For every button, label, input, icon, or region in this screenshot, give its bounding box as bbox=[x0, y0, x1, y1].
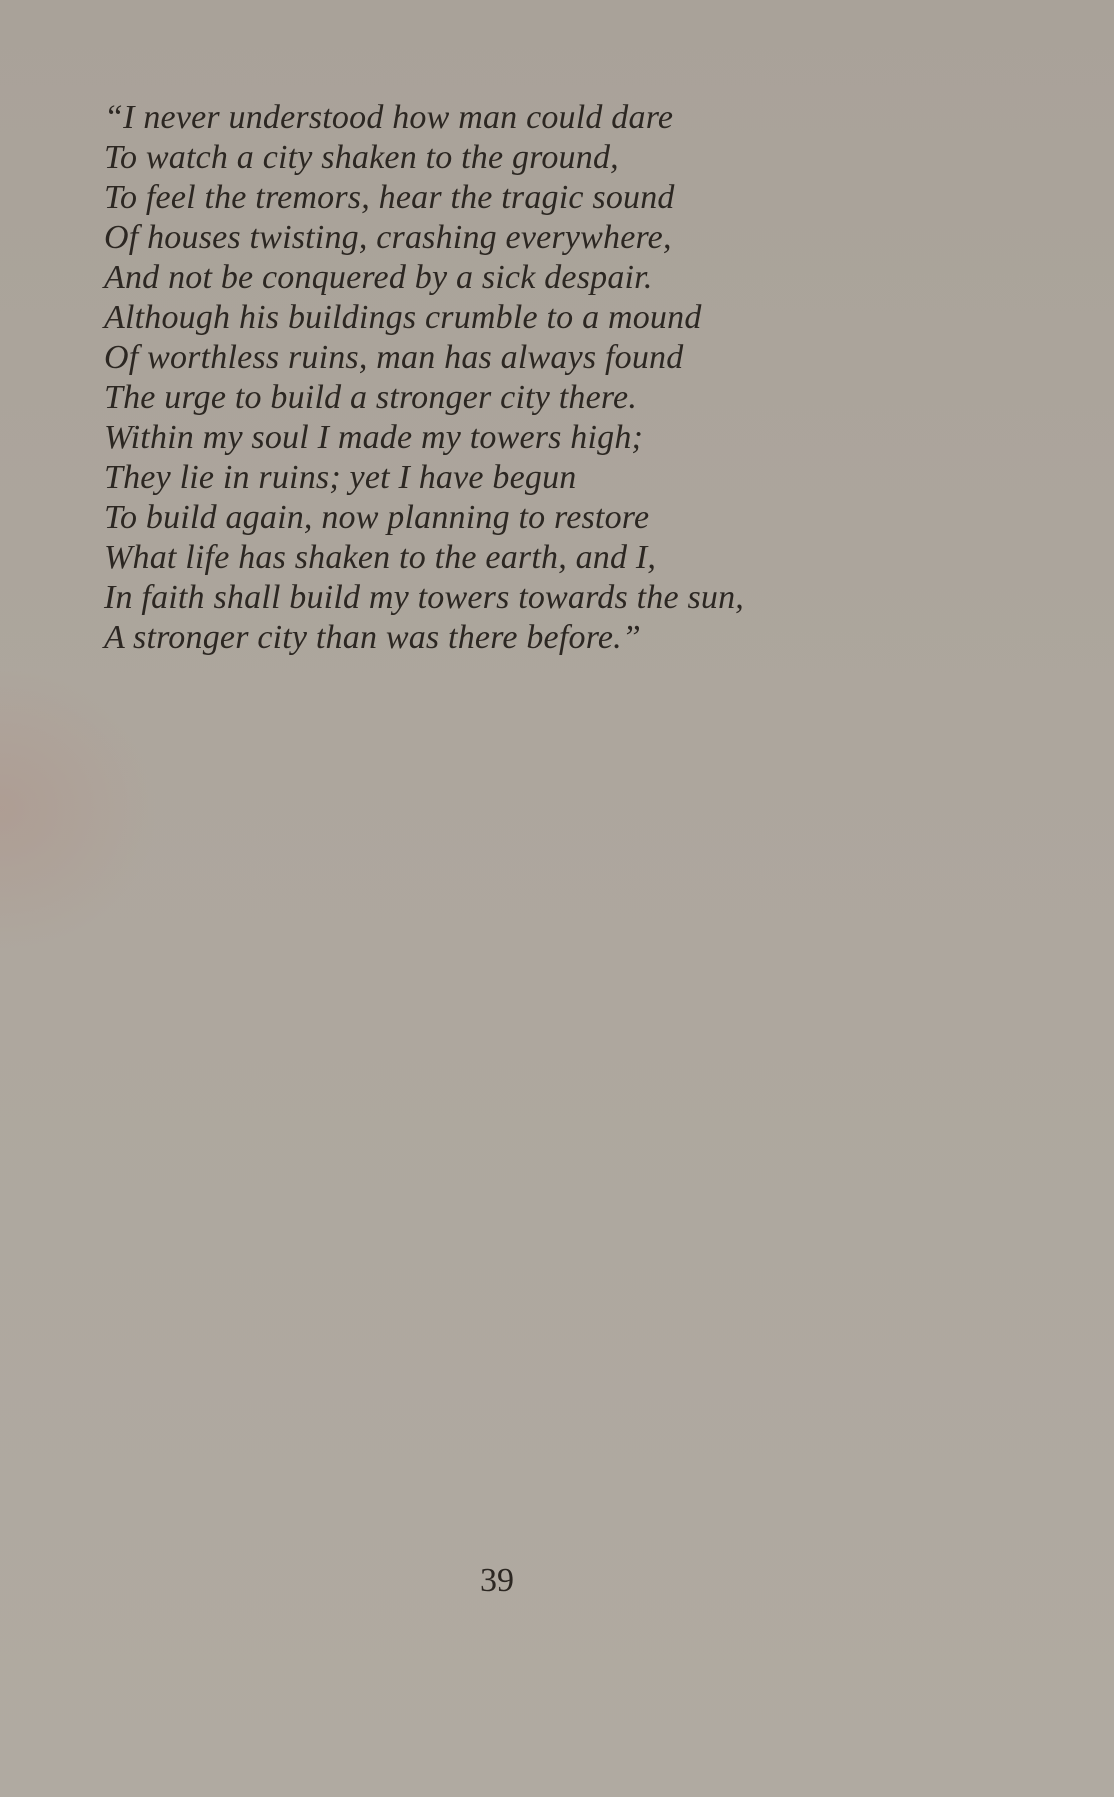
page-number: 39 bbox=[480, 1562, 514, 1599]
poem-line: Of worthless ruins, man has always found bbox=[104, 339, 684, 376]
poem-line: To watch a city shaken to the ground, bbox=[104, 139, 619, 176]
poem-line: A stronger city than was there before.” bbox=[104, 619, 641, 656]
poem-line: To feel the tremors, hear the tragic sound bbox=[104, 179, 675, 216]
poem-line: To build again, now planning to restore bbox=[104, 499, 650, 536]
poem-line: The urge to build a stronger city there. bbox=[104, 379, 638, 416]
poem-line: Within my soul I made my towers high; bbox=[104, 419, 644, 456]
poem-line: In faith shall build my towers towards the sun, bbox=[104, 579, 744, 616]
poem-line: They lie in ruins; yet I have begun bbox=[104, 459, 577, 496]
poem-line: Of houses twisting, crashing everywhere, bbox=[104, 219, 672, 256]
poem-line: What life has shaken to the earth, and I, bbox=[104, 539, 657, 576]
poem-line: “I never understood how man could dare bbox=[104, 99, 674, 136]
poem-stanza bbox=[104, 98, 1004, 658]
poem-line: Although his buildings crumble to a mound bbox=[104, 299, 702, 336]
poem-line: And not be conquered by a sick despair. bbox=[104, 259, 653, 296]
